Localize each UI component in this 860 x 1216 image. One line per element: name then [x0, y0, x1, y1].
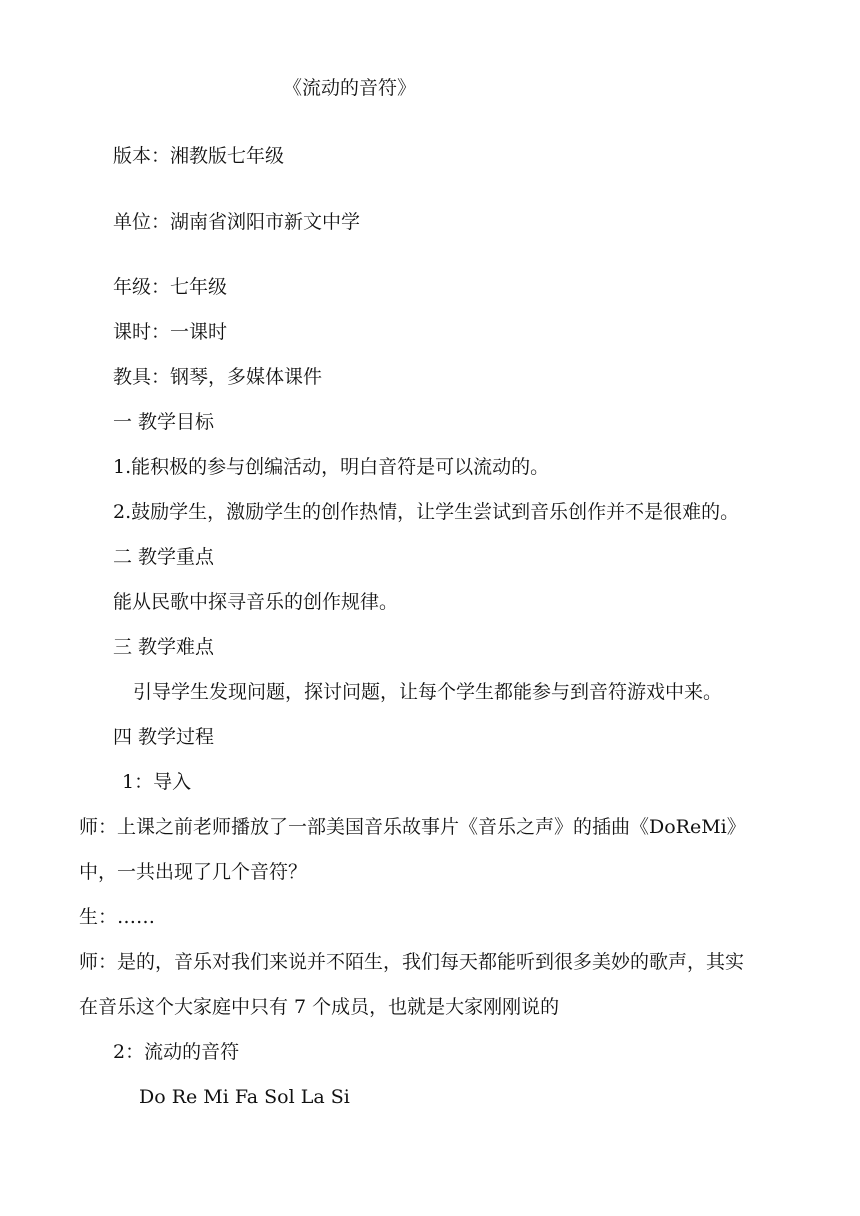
- unit-line: 单位：湖南省浏阳市新文中学: [113, 211, 361, 233]
- process-step-2: 2：流动的音符: [113, 1041, 240, 1063]
- objective-item-1: 1.能积极的参与创编活动，明白音符是可以流动的。: [113, 456, 550, 478]
- process-heading: 四 教学过程: [113, 726, 215, 748]
- objectives-heading: 一 教学目标: [113, 411, 215, 433]
- process-step-1: 1：导入: [122, 771, 192, 793]
- dialogue-line: 中，一共出现了几个音符？: [79, 861, 308, 883]
- dialogue-line: 师：上课之前老师播放了一部美国音乐故事片《音乐之声》的插曲《DoReMi》: [79, 816, 746, 838]
- grade-line: 年级：七年级: [113, 276, 228, 298]
- solfege-notes: Do Re Mi Fa Sol La Si: [139, 1086, 350, 1108]
- tools-line: 教具：钢琴，多媒体课件: [113, 366, 323, 388]
- objective-item-2: 2.鼓励学生，激励学生的创作热情，让学生尝试到音乐创作并不是很难的。: [113, 501, 740, 523]
- difficulty-text: 引导学生发现问题，探讨问题，让每个学生都能参与到音符游戏中来。: [133, 681, 723, 703]
- dialogue-line: 在音乐这个大家庭中只有 7 个成员，也就是大家刚刚说的: [79, 996, 560, 1018]
- period-line: 课时：一课时: [113, 321, 228, 343]
- key-point-text: 能从民歌中探寻音乐的创作规律。: [113, 591, 399, 613]
- difficulty-heading: 三 教学难点: [113, 636, 215, 658]
- dialogue-line: 生：……: [79, 906, 156, 928]
- edition-line: 版本：湘教版七年级: [113, 145, 285, 167]
- key-point-heading: 二 教学重点: [113, 546, 215, 568]
- dialogue-line: 师：是的，音乐对我们来说并不陌生，我们每天都能听到很多美妙的歌声，其实: [79, 951, 745, 973]
- document-title: 《流动的音符》: [283, 77, 417, 99]
